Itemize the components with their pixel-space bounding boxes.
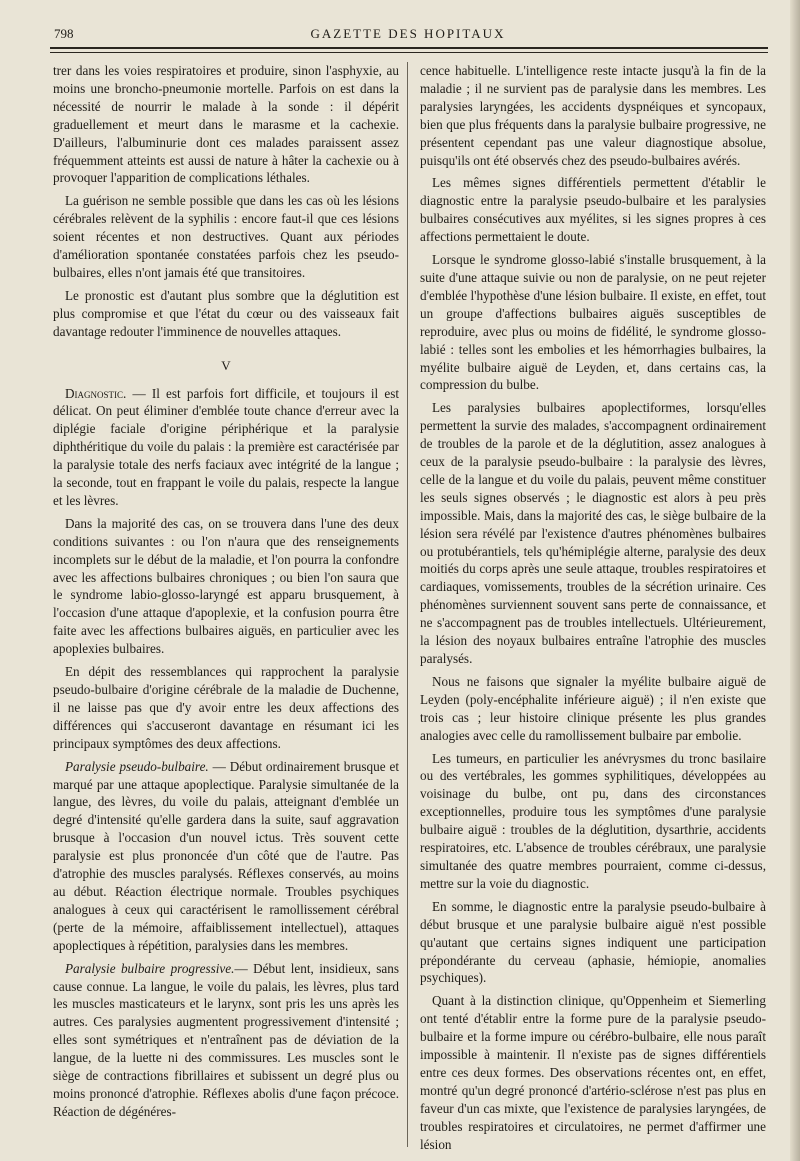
paragraph: En dépit des ressemblances qui rapprochent la paralysie pseudo-bulbaire d'origine cérébrale de la maladie de Duchenne, il ne laisse pas que d'y avoir entre les deux affections des différences qui s'accuseront davantage en résumant ici les principaux symptômes des deux affections. [53, 664, 399, 751]
paragraph-body: — Début ordinairement brusque et marqué par une attaque apoplectique. Paralysie simultanée de la langue, des lèvres, du voile du palais, atteignant d'emblée un degré d'intensité qu'elle gardera dans la suite, sauf aggravation brusque à l'occasion d'un nouvel ictus. Très souvent cette paralysie est plus prononcée d'un côté que de l'autre. Pas d'atrophie des muscles paralysés. Réflexes conservés, au moins au début. Réaction électrique normale. Troubles psychiques analogues à ceux qui caractérisent le ramollissement cérébral (perte de la mémoire, affaiblissement intellectuel), attaques apoplectiques à répétition, paralysies dans les membres. [53, 758, 399, 953]
page-spine-shadow [790, 0, 800, 1161]
paragraph-pseudo-bulbaire [53, 758, 399, 955]
page-number: 798 [54, 26, 74, 41]
running-title: GAZETTE DES HOPITAUX [310, 26, 506, 41]
paragraph: Lorsque le syndrome glosso-labié s'installe brusquement, à la suite d'une attaque suivie ou non de paralysie, on ne peut rejeter d'emblée l'hypothèse d'une lésion bulbaire. Il existe, en effet, tout un groupe d'affections bulbaires aiguës susceptibles de reproduire, avec plus ou moins de fidélité, le syndrome glosso-labié : telles sont les embolies et les hémorrhagies bulbaires, la myélite bulbaire aiguë de Leyden, et, dans certains cas, la compression du bulbe. [420, 252, 766, 393]
paragraph: Les paralysies bulbaires apoplectiformes, lorsqu'elles permettent la survie des malades, s'accompagnent ordinairement de troubles de la parole et de la déglutition, assez analogues à ceux de la paralysie pseudo-bulbaire : la paralysie des lèvres, celle de la langue et du voile du palais, peuvent même constituer les seuls signes observés ; le diagnostic est alors à peu près impossible. Mais, dans la majorité des cas, le siège bulbaire de la lésion sera révélé par l'existence d'autres phénomènes bulbaires ou protubérantiels, tels qu'hémiplégie alterne, paralysie des deux moitiés du corps après une seule attaque, troubles respiratoires et cardiaques, vomissements, troubles de la sécrétion urinaire. Ces phénomènes surviennent souvent sans perte de connaissance, et ne s'accompagnent pas de troubles intellectuels. Ultérieurement, la lésion des noyaux bulbaires entraîne l'atrophie des muscles paralysés. [420, 400, 766, 666]
paragraph: En somme, le diagnostic entre la paralysie pseudo-bulbaire à début brusque et une paralysie bulbaire aiguë n'est possible qu'autant que certains signes indiquent une participation prépondérante du cerveau (aphasie, hémiopie, anomalies psychiques). [420, 898, 766, 986]
paragraph-lead: Paralysie bulbaire progressive. [65, 960, 235, 976]
paragraph-body: — Début lent, insidieux, sans cause connue. La langue, le voile du palais, les lèvres, plus tard les muscles masticateurs et le larynx, sont pris les uns après les autres. Ces paralysies augmentent progressivement d'intensité ; elles sont symétriques et n'entraînent pas de déviation de la langue, de la luette ni des commissures. Les muscles sont le siège de contractions fibrillaires et subissent un degré plus ou moins prononcé d'atrophie. Réflexes abolis d'une façon précoce. Réaction de dégénéres- [53, 960, 399, 1119]
column-divider [407, 62, 408, 1147]
paragraph-lead: Diagnostic. [65, 385, 127, 401]
paragraph: cence habituelle. L'intelligence reste intacte jusqu'à la fin de la maladie ; il ne survient pas de paralysie dans les membres. Les paralysies laryngées, les accidents dyspnéiques et syncopaux, bien que plus fréquents dans la paralysie bulbaire progressive, ne présentent cependant pas une valeur diagnostique absolue, puisqu'ils ont été observés chez des pseudo-bulbaires avérés. [420, 63, 766, 168]
paragraph-diagnostic [53, 385, 399, 510]
paragraph: Les mêmes signes différentiels permettent d'établir le diagnostic entre la paralysie pseudo-bulbaire et les paralysies bulbaires consécutives aux myélites, si les signes propres à ces affections permettaient le doute. [420, 175, 766, 245]
header-rule-thin [50, 52, 768, 53]
right-column [420, 62, 766, 1158]
page-header [46, 24, 770, 44]
paragraph-bulbaire-progressive [53, 960, 399, 1121]
paragraph-lead: Paralysie pseudo-bulbaire. [65, 758, 209, 774]
paragraph: Quant à la distinction clinique, qu'Oppenheim et Siemerling ont tenté d'établir entre la forme pure de la paralysie pseudo-bulbaire et la forme impure ou cérébro-bulbaire, elle nous paraît impossible à maintenir. Il n'existe pas de signes différentiels entre ces deux formes. Des observations récentes ont, en effet, montré qu'un degré prononcé d'artério-sclérose n'est pas plus en faveur d'un cas mixte, que l'existence de paralysies laryngées, de troubles respiratoires et circulatoires, ne permet d'affirmer une lésion [420, 993, 766, 1152]
paragraph: Dans la majorité des cas, on se trouvera dans l'une des deux conditions suivantes : ou l'on n'aura que des renseignements incomplets sur le début de la maladie, et l'on pourra la confondre avec les affections bulbaires chroniques ; ou bien l'on saura que le syndrome labio-glosso-laryngé est apparu brusquement, à l'occasion d'une attaque d'apoplexie, et la confusion pourra être faite avec les affections bulbaires aiguës, en particulier avec les apoplexies bulbaires. [53, 515, 399, 657]
paragraph: Nous ne faisons que signaler la myélite bulbaire aiguë de Leyden (poly-encéphalite inférieure aiguë) ; il n'en existe que trois cas ; leur histoire clinique présente les plus grandes analogies avec celle du ramollissement bulbaire par embolie. [420, 673, 766, 743]
header-rule-thick [50, 47, 768, 49]
paragraph: trer dans les voies respiratoires et produire, sinon l'asphyxie, au moins une broncho-pneumonie mortelle. Parfois on est dans la nécessité de nourrir le malade à la sonde : il dépérit graduellement et meurt dans le marasme et la cachexie. D'ailleurs, l'albuminurie dont ces malades paraissent assez fréquemment atteints est aussi de nature à hâter la cachexie ou à provoquer l'apparition de complications léthales. [53, 63, 399, 186]
section-heading: V [221, 357, 231, 373]
paragraph: Le pronostic est d'autant plus sombre que la déglutition est plus compromise et que l'état du cœur ou des vaisseaux fait davantage redouter l'imminence de nouvelles attaques. [53, 287, 399, 339]
paragraph: Les tumeurs, en particulier les anévrysmes du tronc basilaire ou des vertébrales, les gommes syphilitiques, développées au voisinage du bulbe, ont pu, dans des circonstances exceptionnelles, produire tous les symptômes d'une paralysie bulbaire aiguë : troubles de la déglutition, dysarthrie, accidents respiratoires, etc. L'absence de troubles cérébraux, une paralysie simultanée des quatre membres pourraient, comme ci-dessus, mettre sur la voie du diagnostic. [420, 750, 766, 891]
paragraph-body: — Il est parfois fort difficile, et toujours il est délicat. On peut éliminer d'emblée toute chance d'erreur avec la diplégie faciale d'origine périphérique et la paralysie diphthéritique du voile du palais : la première est caractérisée par la paralysie totale des nerfs faciaux avec intégrité de la langue ; la seconde, tout en frappant le voile du palais, respecte la langue et les lèvres. [53, 385, 399, 508]
left-column [53, 62, 399, 1126]
paragraph: La guérison ne semble possible que dans les cas où les lésions cérébrales relèvent de la syphilis : encore faut-il que ces lésions soient récentes et non destructives. Quant aux périodes d'amélioration spontanée constatées parfois chez les pseudo-bulbaires, elles n'ont jamais été que transitoires. [53, 193, 399, 280]
